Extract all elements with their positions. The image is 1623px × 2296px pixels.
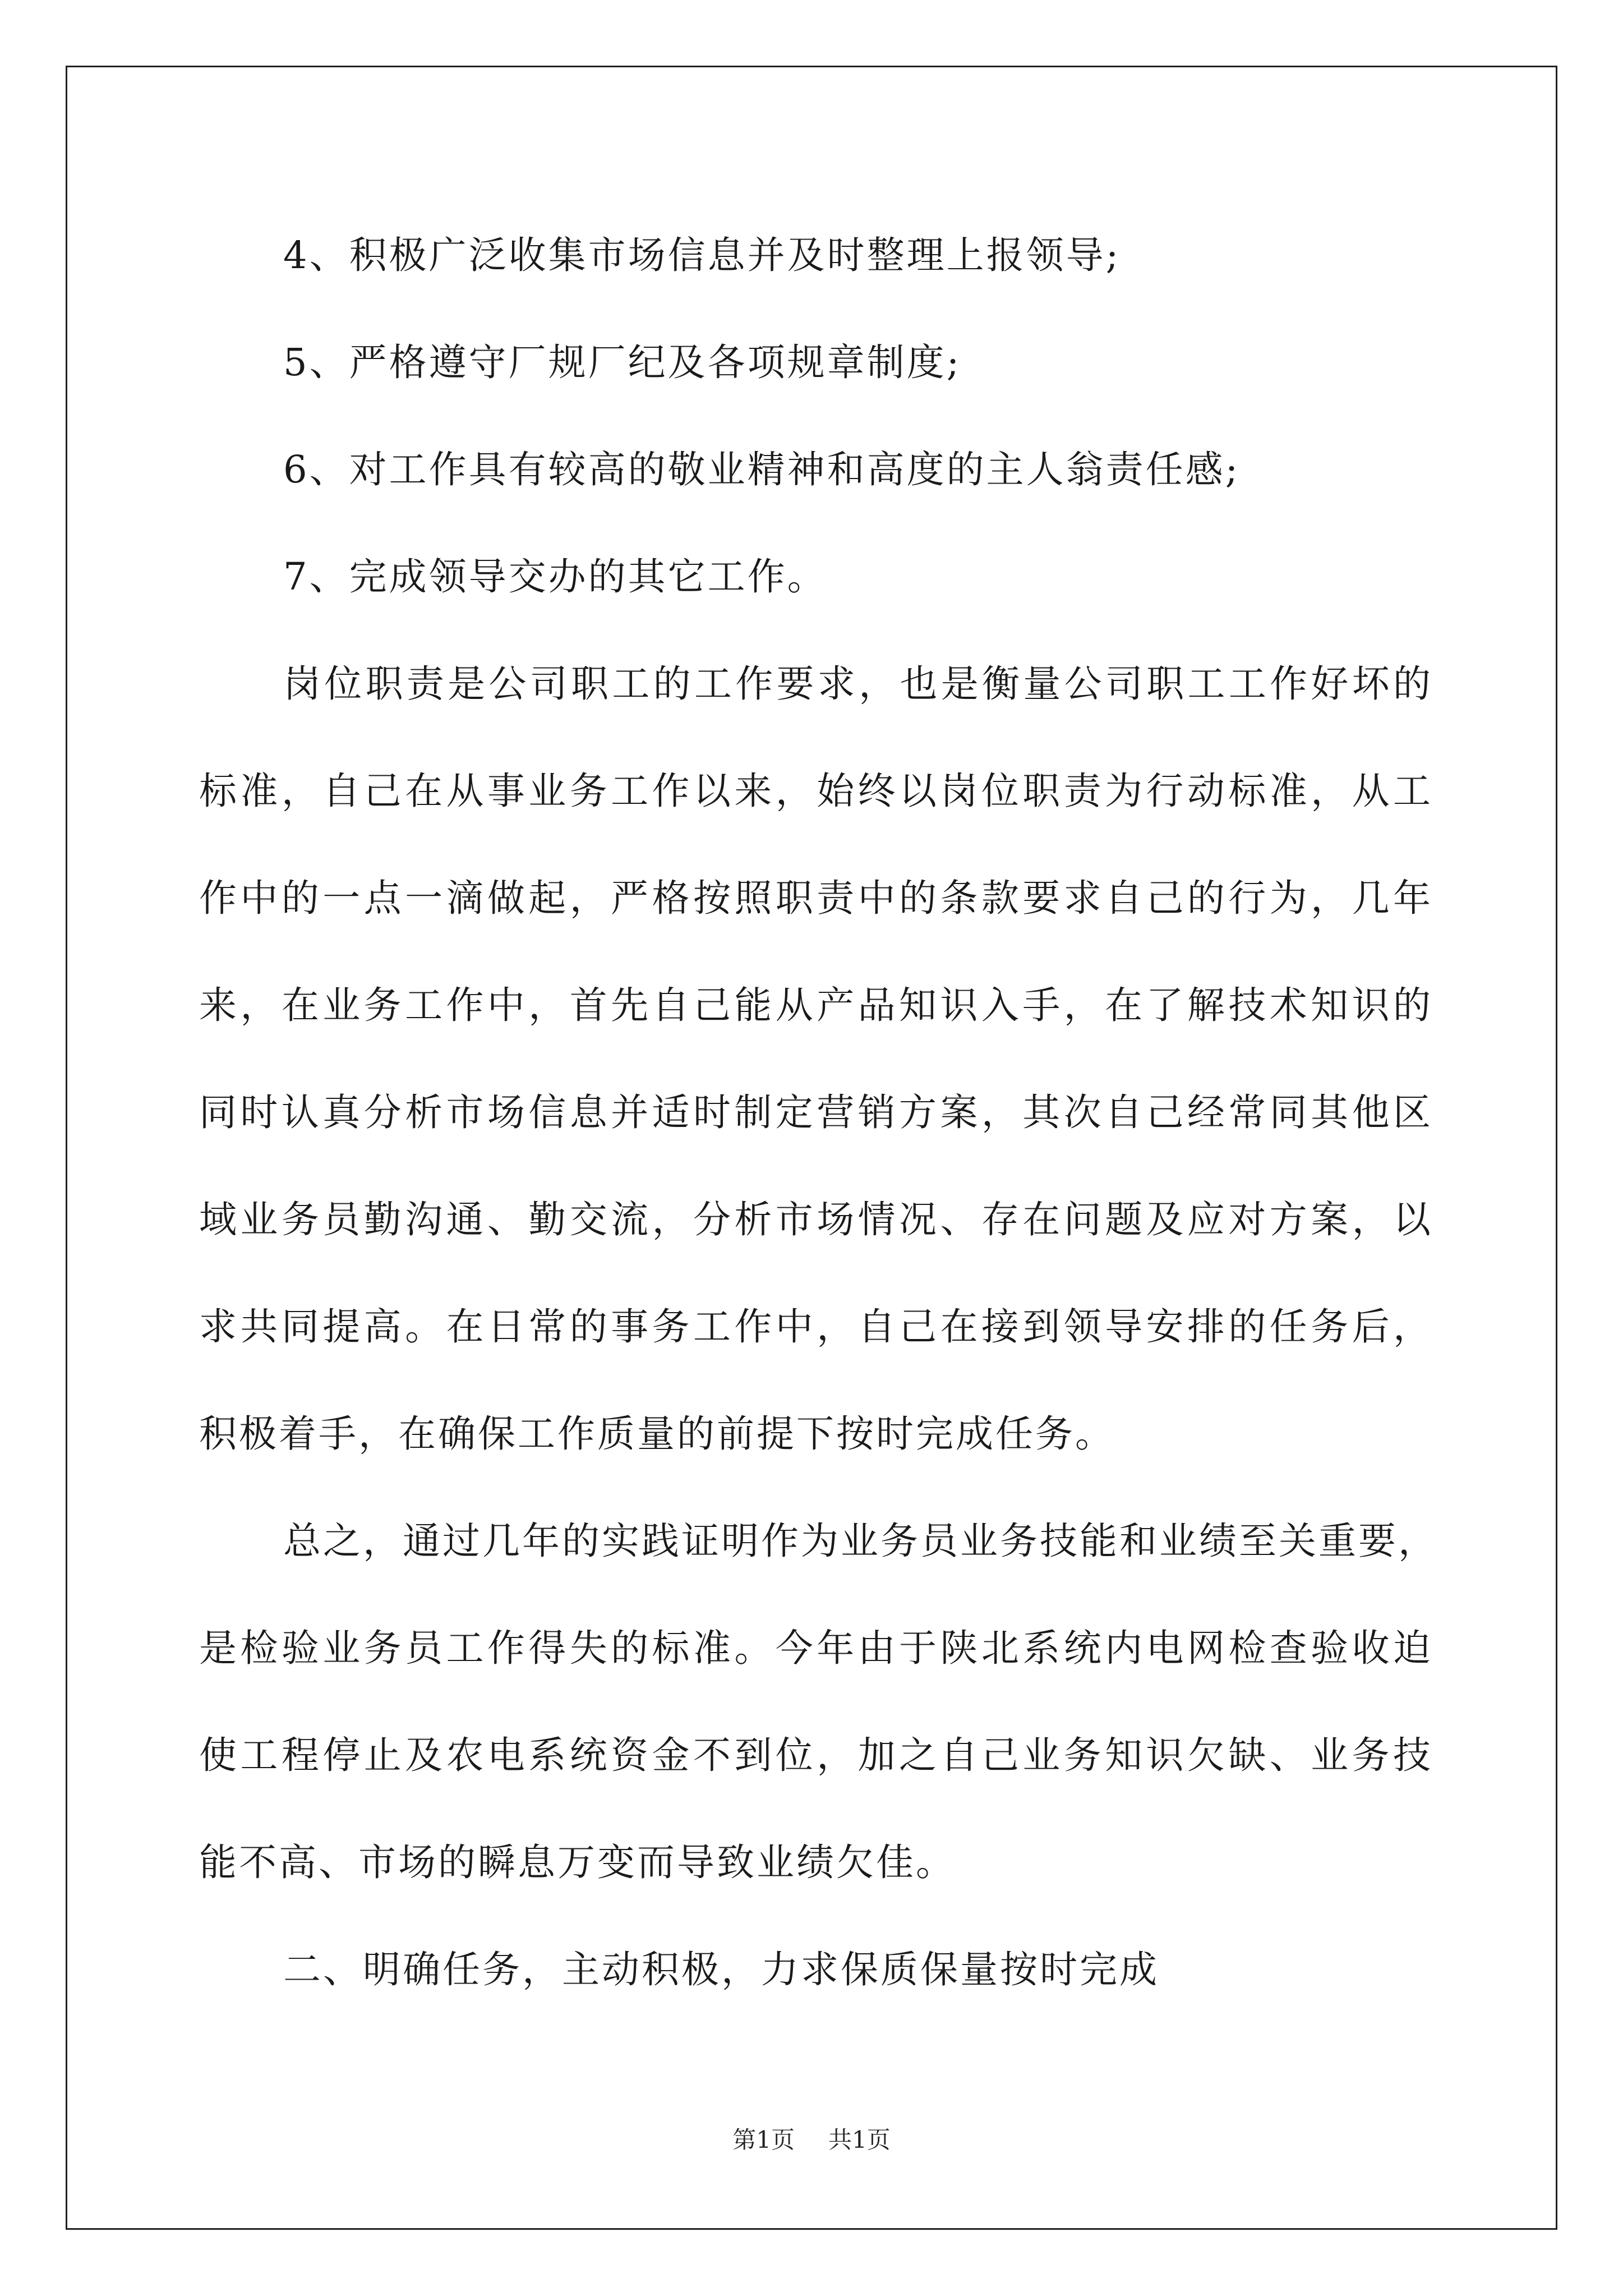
- page-total: 共1页: [828, 2126, 891, 2154]
- text-line: 能不高、市场的瞬息万变而导致业绩欠佳。: [199, 1841, 956, 1884]
- section-heading-2: [199, 1916, 1433, 2023]
- text-line: 二、明确任务，主动积极，力求保质保量按时完成: [283, 1948, 1159, 1991]
- list-item-5: [199, 309, 1433, 416]
- list-item-7: [199, 523, 1433, 631]
- document-body: [199, 202, 1438, 2023]
- text-line: 域业务员勤沟通、勤交流，分析市场情况、存在问题及应对方案，以: [199, 1198, 1433, 1241]
- page-number: 第1页: [732, 2126, 795, 2154]
- text-line: 4、积极广泛收集市场信息并及时整理上报领导;: [283, 233, 1121, 277]
- paragraph-summary: [199, 1488, 1438, 1916]
- list-item-6: [199, 416, 1433, 523]
- text-line: 标准，自己在从事业务工作以来，始终以岗位职责为行动标准，从工: [199, 769, 1433, 813]
- paragraph-job-duties: [199, 631, 1433, 1488]
- text-line: 来，在业务工作中，首先自己能从产品知识入手，在了解技术知识的: [199, 983, 1433, 1027]
- text-line: 作中的一点一滴做起，严格按照职责中的条款要求自己的行为，几年: [199, 876, 1433, 920]
- text-line: 岗位职责是公司职工的工作要求，也是衡量公司职工工作好坏的: [283, 662, 1433, 706]
- text-line: 6、对工作具有较高的敬业精神和高度的主人翁责任感;: [283, 448, 1241, 491]
- text-line: 7、完成领导交办的其它工作。: [283, 555, 827, 599]
- text-line: 是检验业务员工作得失的标准。今年由于陕北系统内电网检查验收迫: [199, 1626, 1433, 1670]
- text-line: 使工程停止及农电系统资金不到位，加之自己业务知识欠缺、业务技: [199, 1733, 1433, 1777]
- list-item-4: [199, 202, 1433, 309]
- text-line: 求共同提高。在日常的事务工作中，自己在接到领导安排的任务后，: [199, 1305, 1433, 1349]
- text-line: 积极着手，在确保工作质量的前提下按时完成任务。: [199, 1412, 1115, 1456]
- page-footer: [0, 2122, 1623, 2155]
- text-line: 5、严格遵守厂规厂纪及各项规章制度;: [283, 341, 962, 384]
- text-line: 同时认真分析市场信息并适时制定营销方案，其次自己经常同其他区: [199, 1091, 1433, 1134]
- text-line: 总之，通过几年的实践证明作为业务员业务技能和业绩至关重要，: [283, 1519, 1438, 1563]
